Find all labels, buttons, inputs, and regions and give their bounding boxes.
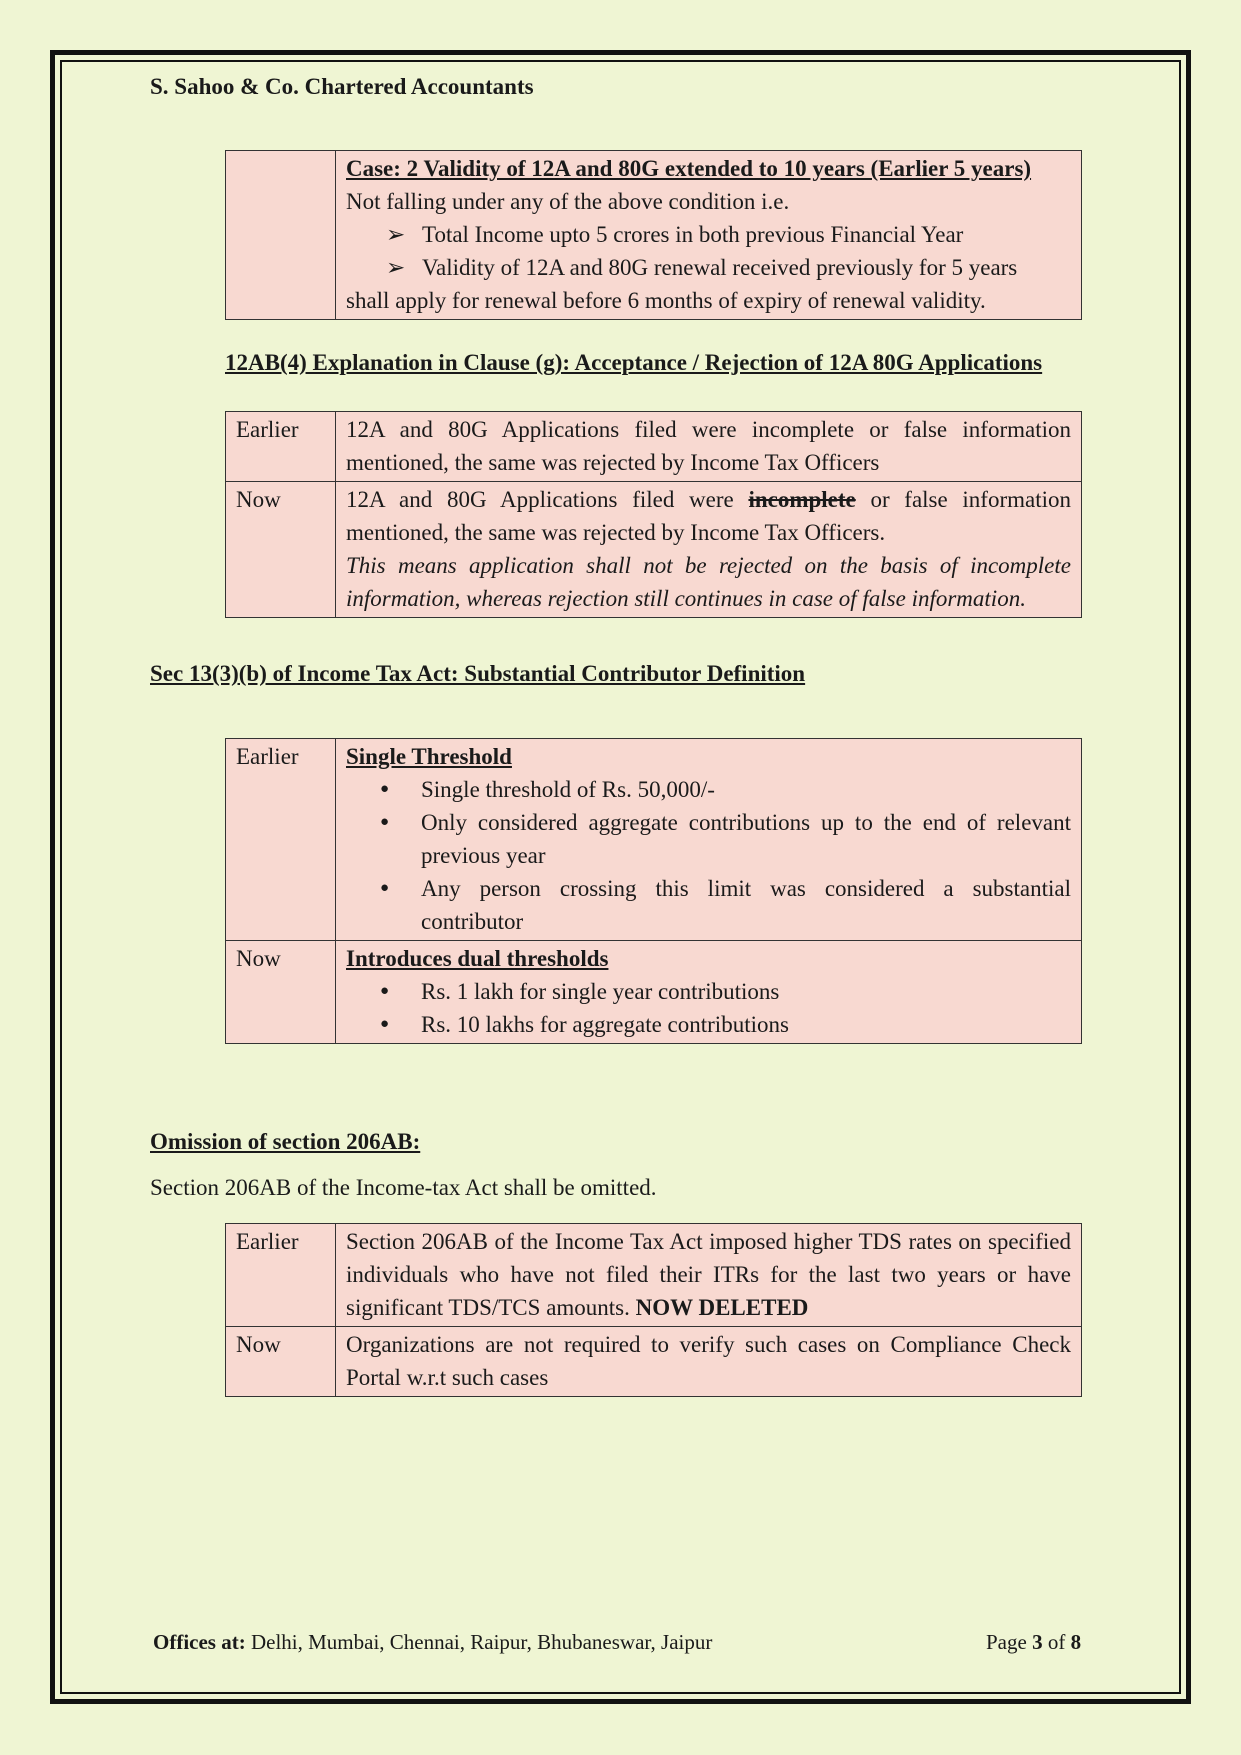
case2-closing: shall apply for renewal before 6 months of expiry of renewal validity. — [346, 288, 986, 313]
struck-word: incomplete — [748, 487, 856, 512]
now-title: Introduces dual thresholds — [346, 946, 609, 971]
arrow-bullet-icon: ➢ — [386, 255, 406, 280]
list-item: ● Rs. 1 lakh for single year contributions — [421, 975, 1071, 1008]
list-item: ● Only considered aggregate contributions up to the end of relevant previous year — [421, 806, 1071, 872]
section-206ab-statement: Section 206AB of the Income-tax Act shall be omitted. — [150, 1175, 657, 1200]
row-label: Now — [226, 482, 336, 618]
list-item: ● Rs. 10 lakhs for aggregate contributions — [421, 1008, 1071, 1041]
table-row — [226, 739, 1082, 941]
firm-name: S. Sahoo & Co. Chartered Accountants — [150, 74, 534, 99]
now-note: This means application shall not be rejected on the basis of incomplete information, whereas rejection still continues in case of false information. — [346, 553, 1071, 611]
earlier-content: Section 206AB of the Income Tax Act imposed higher TDS rates on specified individuals who have not filed their ITRs for the last two years or have significant TDS/TCS amounts. NOW DELETED — [336, 1224, 1082, 1327]
section-12ab-table — [225, 411, 1082, 618]
now-text: Organizations are not required to verify such cases on Compliance Check Portal w.r.t such cases — [336, 1327, 1082, 1397]
list-item: ● Single threshold of Rs. 50,000/- — [421, 773, 1071, 806]
list-item: ➢ Validity of 12A and 80G renewal received previously for 5 years — [346, 251, 1071, 284]
case2-content — [336, 151, 1082, 320]
earlier-title: Single Threshold — [346, 744, 512, 769]
earlier-list — [346, 773, 1071, 938]
earlier-text: 12A and 80G Applications filed were incomplete or false information mentioned, the same was rejected by Income Tax Officers — [336, 412, 1082, 482]
row-label: Now — [226, 941, 336, 1044]
list-item: ● Any person crossing this limit was considered a substantial contributor — [421, 872, 1071, 938]
empty-label-cell — [226, 151, 336, 320]
row-label: Earlier — [226, 739, 336, 941]
table-row — [226, 1327, 1082, 1397]
footer-offices: Offices at: Delhi, Mumbai, Chennai, Raipur, Bhubaneswar, Jaipur — [153, 1630, 713, 1654]
section-206ab-table — [225, 1223, 1082, 1397]
case2-table — [225, 150, 1082, 320]
row-label: Earlier — [226, 412, 336, 482]
section-13-table — [225, 738, 1082, 1044]
page-number: Page 3 of 8 — [986, 1630, 1082, 1654]
now-content — [336, 941, 1082, 1044]
arrow-bullet-icon: ➢ — [386, 222, 406, 247]
row-label: Now — [226, 1327, 336, 1397]
table-row — [226, 1224, 1082, 1327]
section-206ab-heading: Omission of section 206AB: — [150, 1129, 421, 1154]
earlier-content — [336, 739, 1082, 941]
deleted-note: NOW DELETED — [635, 1295, 809, 1320]
case2-intro: Not falling under any of the above condition i.e. — [346, 189, 790, 214]
section-12ab-heading: 12AB(4) Explanation in Clause (g): Acceptance / Rejection of 12A 80G Applications — [225, 350, 1043, 375]
list-item: ➢ Total Income upto 5 crores in both previous Financial Year — [346, 218, 1071, 251]
table-row — [226, 941, 1082, 1044]
section-13-heading: Sec 13(3)(b) of Income Tax Act: Substantial Contributor Definition — [150, 661, 806, 686]
row-label: Earlier — [226, 1224, 336, 1327]
case2-title: Case: 2 Validity of 12A and 80G extended to 10 years (Earlier 5 years) — [346, 156, 1032, 181]
now-content: 12A and 80G Applications filed were incomplete or false information mentioned, the same was rejected by Income Tax Officers. This means application shall not be rejected on the basis of incomplete information, whereas rejection still continues in case of false information. — [336, 482, 1082, 618]
now-list — [346, 975, 1071, 1041]
table-row — [226, 412, 1082, 482]
table-row — [226, 151, 1082, 320]
table-row — [226, 482, 1082, 618]
